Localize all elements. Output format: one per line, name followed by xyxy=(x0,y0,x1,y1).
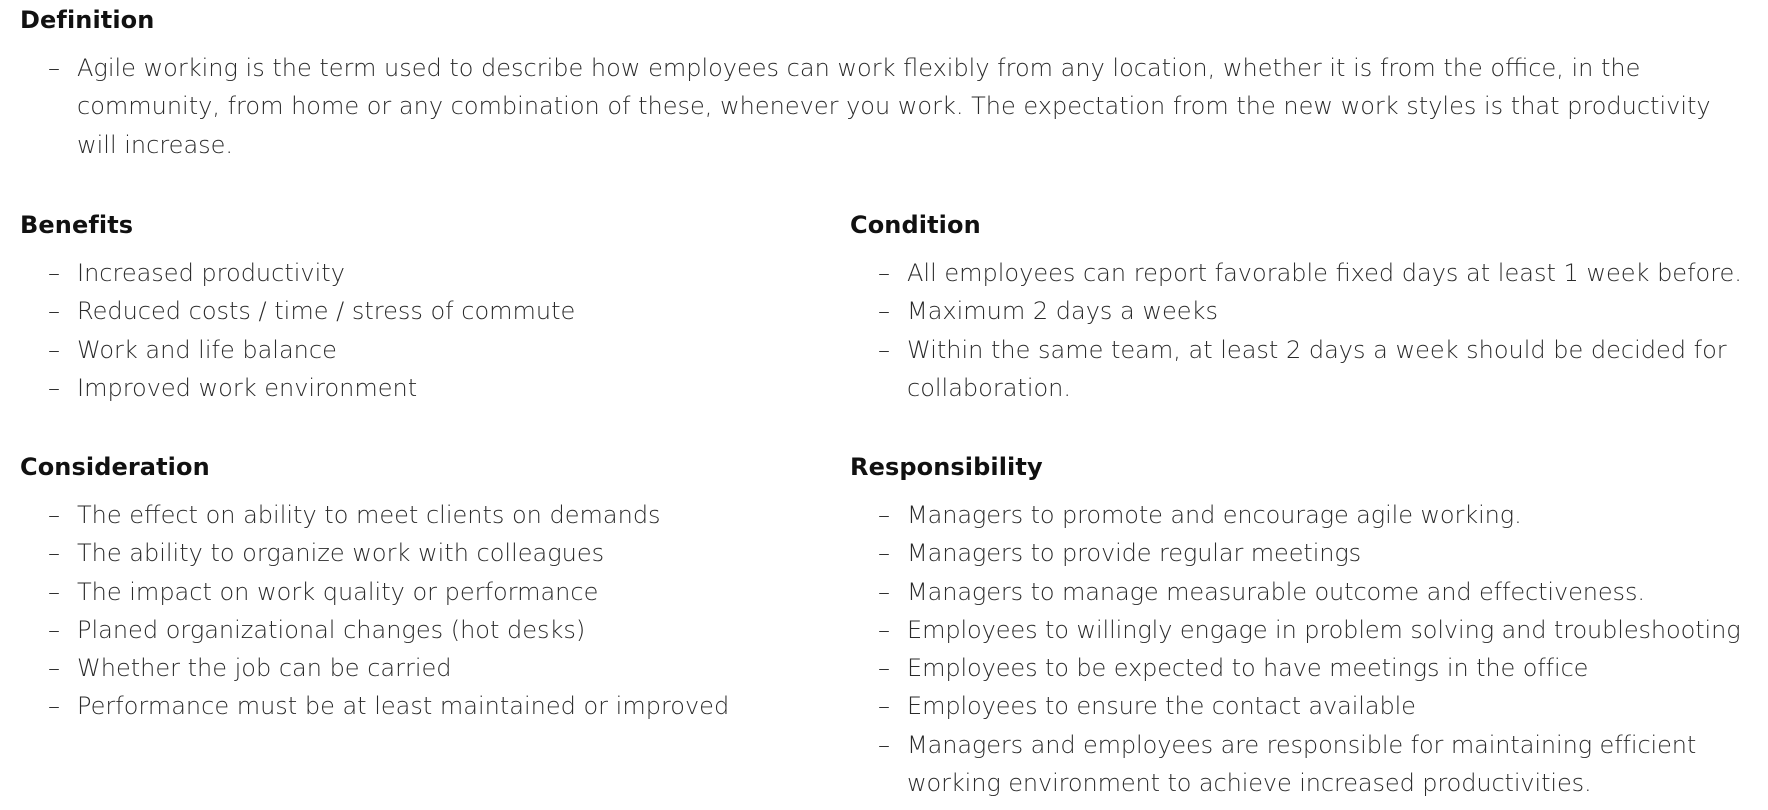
dash-bullet: – xyxy=(48,692,60,721)
list-item-text: Reduced costs / time / stress of commute xyxy=(77,297,576,326)
consideration-heading: Consideration xyxy=(20,453,210,481)
definition-section xyxy=(20,5,1740,164)
dash-bullet: – xyxy=(878,501,890,529)
list-item xyxy=(850,649,1768,687)
dash-bullet: – xyxy=(48,539,60,568)
list-item xyxy=(850,496,1768,534)
list-item-text: Employees to ensure the contact available xyxy=(907,692,1416,721)
dash-bullet: – xyxy=(48,373,60,402)
dash-bullet: – xyxy=(48,335,60,364)
list-item-text: Managers to manage measurable outcome and effectiveness. xyxy=(907,577,1645,606)
dash-bullet: – xyxy=(48,654,60,683)
dash-bullet: – xyxy=(878,692,890,721)
dash-bullet: – xyxy=(48,54,60,82)
benefits-section xyxy=(20,210,820,407)
list-item xyxy=(20,369,820,407)
list-item xyxy=(20,49,1740,164)
list-item-text: Performance must be at least maintained or improved xyxy=(77,692,730,721)
dash-bullet: – xyxy=(878,577,890,606)
list-item xyxy=(850,292,1755,330)
list-item-text: Whether the job can be carried xyxy=(77,654,452,683)
dash-bullet: – xyxy=(878,335,890,364)
list-item xyxy=(20,331,820,369)
list-item-text: The impact on work quality or performance xyxy=(77,577,599,606)
list-item xyxy=(20,611,820,649)
list-item-text: Managers to provide regular meetings xyxy=(907,539,1362,568)
dash-bullet: – xyxy=(48,501,60,529)
condition-list xyxy=(850,254,1755,407)
list-item xyxy=(20,254,820,292)
list-item xyxy=(20,573,820,611)
list-item-text: Maximum 2 days a weeks xyxy=(907,297,1218,326)
dash-bullet: – xyxy=(878,654,890,683)
list-item-text: Employees to be expected to have meetings in the office xyxy=(907,654,1589,683)
list-item xyxy=(850,687,1768,725)
list-item xyxy=(850,534,1768,572)
list-item xyxy=(20,292,820,330)
consideration-list xyxy=(20,496,820,726)
list-item-text: The ability to organize work with colleagues xyxy=(77,539,605,568)
list-item-text: Agile working is the term used to describe how employees can work flexibly from any location, whether it is from the office, in the community, from home or any combination of these, whenever you work. The expectation from the new work styles is that productivity will increase. xyxy=(77,54,1711,159)
list-item-text: Managers and employees are responsible for maintaining efficient working environment to achieve increased productivities. xyxy=(907,730,1697,798)
list-item-text: Within the same team, at least 2 days a week should be decided for collaboration. xyxy=(907,335,1727,402)
list-item xyxy=(850,331,1755,408)
dash-bullet: – xyxy=(48,259,60,287)
list-item-text: Planed organizational changes (hot desks) xyxy=(77,615,586,644)
list-item-text: The effect on ability to meet clients on demands xyxy=(77,501,661,529)
responsibility-section xyxy=(850,452,1768,802)
list-item xyxy=(850,611,1768,649)
list-item xyxy=(850,573,1768,611)
condition-heading: Condition xyxy=(850,211,981,239)
list-item-text: Improved work environment xyxy=(77,373,418,402)
benefits-list xyxy=(20,254,820,407)
condition-section xyxy=(850,210,1755,407)
dash-bullet: – xyxy=(878,259,890,287)
list-item xyxy=(20,687,820,725)
list-item xyxy=(20,649,820,687)
list-item-text: All employees can report favorable fixed days at least 1 week before. xyxy=(907,259,1742,287)
list-item-text: Employees to willingly engage in problem solving and troubleshooting xyxy=(907,615,1741,644)
responsibility-list xyxy=(850,496,1768,802)
dash-bullet: – xyxy=(48,297,60,326)
definition-heading: Definition xyxy=(20,6,155,34)
consideration-section xyxy=(20,452,820,726)
list-item xyxy=(20,534,820,572)
responsibility-heading: Responsibility xyxy=(850,453,1043,481)
dash-bullet: – xyxy=(48,615,60,644)
definition-list xyxy=(20,49,1740,164)
list-item-text: Increased productivity xyxy=(77,259,345,287)
list-item xyxy=(850,254,1755,292)
list-item-text: Work and life balance xyxy=(77,335,337,364)
dash-bullet: – xyxy=(878,539,890,568)
dash-bullet: – xyxy=(878,615,890,644)
list-item xyxy=(20,496,820,534)
dash-bullet: – xyxy=(878,730,890,759)
dash-bullet: – xyxy=(48,577,60,606)
list-item xyxy=(850,726,1768,803)
list-item-text: Managers to promote and encourage agile working. xyxy=(907,501,1522,529)
benefits-heading: Benefits xyxy=(20,211,134,239)
dash-bullet: – xyxy=(878,297,890,326)
